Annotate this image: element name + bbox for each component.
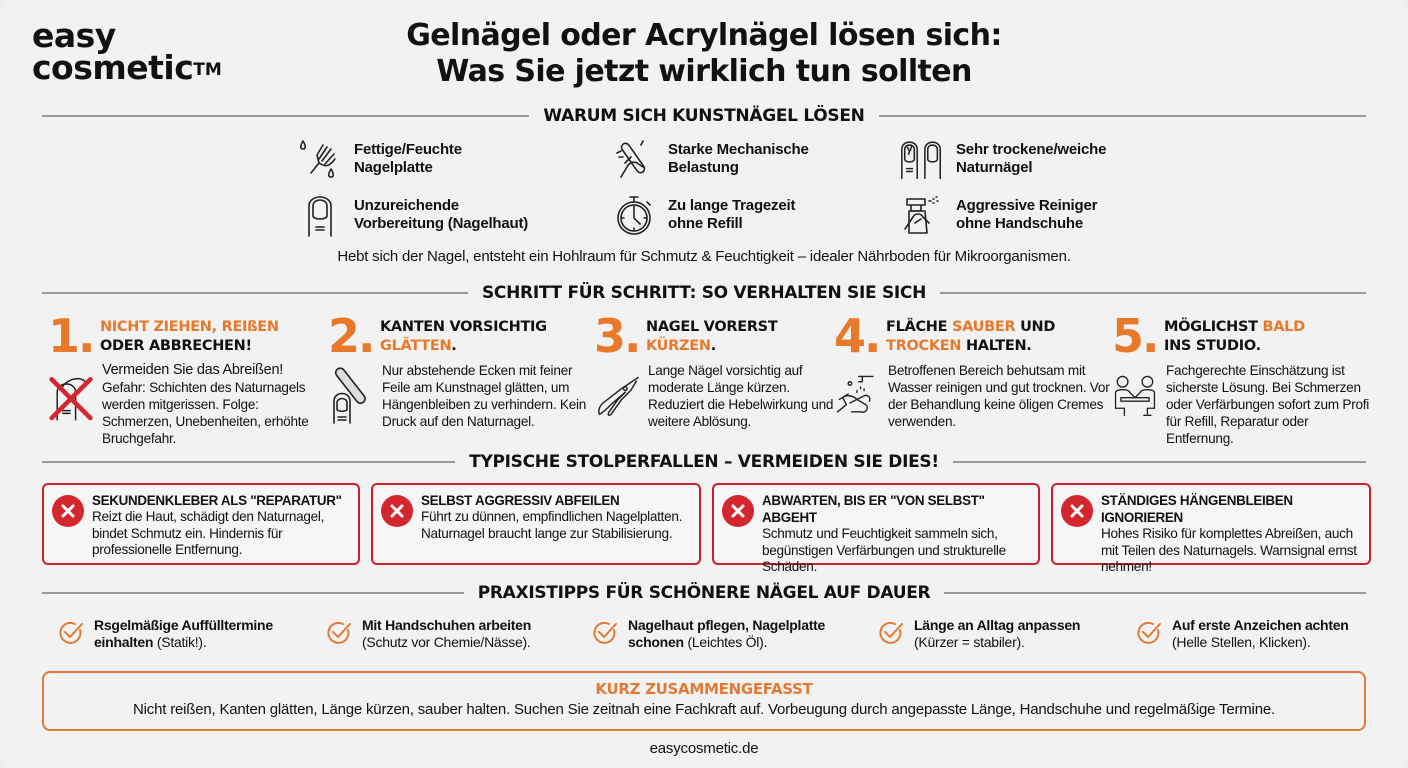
pitfall-text: Führt zu dünnen, empfindlichen Nagelplatten. Naturnagel braucht lange zur Stabilisierung. (421, 509, 683, 541)
pitfalls-heading-label: TYPISCHE STOLPERFALLEN – VERMEIDEN SIE DIES! (469, 452, 939, 472)
causes-section-heading (42, 106, 1366, 126)
step-item (48, 309, 328, 447)
cause-line2: ohne Refill (668, 215, 743, 232)
tips-list (58, 617, 1378, 651)
cause-line1: Aggressive Reiniger (956, 197, 1098, 214)
no-pulling-icon (48, 362, 94, 428)
tips-heading-label: PRAXISTIPPS FÜR SCHÖNERE NÄGEL AUF DAUER (477, 583, 931, 603)
brand-name-line1: easy (32, 16, 116, 55)
pitfall-title: SEKUNDENKLEBER ALS "REPARATUR" (92, 493, 342, 508)
tip-item: Rsgelmäßige Auffülltermine einhalten (Statik!). (58, 617, 326, 651)
x-circle-icon (381, 495, 413, 527)
cause-line1: Starke Mechanische (668, 141, 809, 158)
finger-nail-icon (296, 192, 344, 238)
cause-line1: Fettige/Feuchte (354, 141, 462, 158)
divider-line (944, 592, 1366, 594)
cause-item (610, 136, 898, 182)
cause-item (898, 192, 1136, 238)
check-circle-icon (592, 620, 618, 646)
step-number: 2. (328, 309, 374, 363)
step-item (834, 309, 1112, 447)
cause-line2: Vorbereitung (Nagelhaut) (354, 215, 529, 232)
divider-line (42, 461, 455, 463)
step-number: 3. (594, 309, 640, 363)
check-circle-icon (58, 620, 84, 646)
divider-line (42, 592, 464, 594)
cause-item (296, 192, 610, 238)
check-circle-icon (878, 620, 904, 646)
steps-section-heading (42, 283, 1366, 303)
pitfall-title: ABWARTEN, BIS ER "VON SELBST" ABGEHT (762, 493, 985, 525)
pitfall-title: STÄNDIGES HÄNGENBLEIBEN IGNORIEREN (1101, 493, 1293, 525)
nail-file-icon (328, 362, 374, 428)
pitfall-title: SELBST AGGRESSIV ABFEILEN (421, 493, 620, 508)
step-number: 5. (1112, 309, 1158, 363)
cause-item (296, 136, 610, 182)
pitfall-card (1051, 483, 1371, 574)
step-item (594, 309, 834, 447)
causes-heading-label: WARUM SICH KUNSTNÄGEL LÖSEN (543, 106, 865, 126)
cause-item (610, 192, 898, 238)
wet-hand-icon (296, 136, 344, 182)
stopwatch-icon (610, 192, 658, 238)
step-title: NAGEL VORERST KÜRZEN. (646, 319, 778, 354)
summary-title: KURZ ZUSAMMENGEFASST (595, 680, 813, 698)
step-text: Betroffenen Bereich behutsam mit Wasser reinigen und gut trocknen. Vor der Behandlung keine öligen Cremes verwenden. (888, 363, 1110, 429)
page-title (300, 18, 1108, 90)
step-text: Fachgerechte Einschätzung ist sicherste Lösung. Bei Schmerzen oder Verfärbungen sofort zum Profi für Refill, Reparatur oder Entfernung. (1166, 363, 1370, 446)
steps-list (48, 309, 1378, 447)
step-title: KANTEN VORSICHTIG GLÄTTEN. (380, 319, 547, 354)
nail-clipper-icon (594, 362, 640, 428)
cause-line1: Zu lange Tragezeit (668, 197, 796, 214)
title-line2: Was Sie jetzt wirklich tun sollten (436, 54, 972, 89)
pitfalls-section-heading (42, 452, 1366, 472)
cause-line1: Unzureichende (354, 197, 459, 214)
divider-line (42, 292, 468, 294)
step-number: 1. (48, 309, 94, 363)
title-line1: Gelnägel oder Acrylnägel lösen sich: (406, 18, 1002, 53)
tip-item: Mit Handschuhen arbeiten (Schutz vor Chemie/Nässe). (326, 617, 592, 651)
x-circle-icon (722, 495, 754, 527)
check-circle-icon (1136, 620, 1162, 646)
trademark-symbol: TM (193, 60, 222, 80)
pitfall-text: Hohes Risiko für komplettes Abreißen, auch mit Teilen des Naturnagels. Warnsignal ernst nehmen! (1101, 526, 1357, 574)
step-title: FLÄCHE SAUBER UND TROCKEN HALTEN. (886, 319, 1056, 354)
pitfall-card (712, 483, 1040, 574)
step-item (1112, 309, 1378, 447)
brand-logo (32, 16, 222, 87)
causes-note: Hebt sich der Nagel, entsteht ein Hohlraum für Schmutz & Feuchtigkeit – idealer Nährboden für Mikroorganismen. (337, 248, 1071, 265)
nail-studio-icon (1112, 362, 1158, 428)
pitfalls-list (42, 483, 1368, 574)
step-text: Vermeiden Sie das Abreißen! Gefahr: Schichten des Naturnagels werden mitgerissen. Folge: Schmerzen, Unebenheiten, erhöhte Bruchgefahr. (102, 362, 309, 446)
check-circle-icon (326, 620, 352, 646)
footer-website[interactable]: easycosmetic.de (649, 740, 759, 757)
cause-line2: Belastung (668, 159, 739, 176)
summary-box (42, 671, 1366, 731)
x-circle-icon (1061, 495, 1093, 527)
pitfall-text: Schmutz und Feuchtigkeit sammeln sich, begünstigen Verfärbungen und strukturelle Schäden. (762, 526, 1006, 574)
cause-item (898, 136, 1136, 182)
pitfall-text: Reizt die Haut, schädigt den Naturnagel, bindet Schmutz ein. Hindernis für professionelle Entfernung. (92, 509, 325, 557)
cause-line2: ohne Handschuhe (956, 215, 1084, 232)
steps-heading-label: SCHRITT FÜR SCHRITT: SO VERHALTEN SIE SICH (481, 283, 927, 303)
step-title: NICHT ZIEHEN, REIßEN ODER ABBRECHEN! (100, 319, 279, 354)
divider-line (879, 115, 1366, 117)
spray-bottle-icon (898, 192, 946, 238)
step-item (328, 309, 594, 447)
divider-line (953, 461, 1366, 463)
pitfall-card (42, 483, 360, 565)
cause-line1: Sehr trockene/weiche (956, 141, 1107, 158)
x-circle-icon (52, 495, 84, 527)
tips-section-heading (42, 583, 1366, 603)
pitfall-card (371, 483, 701, 565)
brand-name-line2: cosmetic (32, 48, 194, 87)
step-number: 4. (834, 309, 880, 363)
tip-item: Auf erste Anzeichen achten (Helle Stellen, Klicken). (1136, 617, 1376, 651)
cause-line2: Naturnägel (956, 159, 1033, 176)
step-title: MÖGLICHST BALD INS STUDIO. (1164, 319, 1305, 354)
step-text: Nur abstehende Ecken mit feiner Feile am Kunstnagel glätten, um Hängenbleiben zu verhindern. Kein Druck auf den Naturnagel. (382, 363, 587, 429)
cause-line2: Nagelplatte (354, 159, 433, 176)
washing-hands-icon (834, 362, 880, 428)
step-text: Lange Nägel vorsichtig auf moderate Länge kürzen. Reduziert die Hebelwirkung und weitere Ablösung. (648, 363, 834, 429)
hand-file-icon (610, 136, 658, 182)
divider-line (940, 292, 1366, 294)
dry-nails-icon (898, 136, 946, 182)
tip-item: Nagelhaut pflegen, Nagelplatte schonen (Leichtes Öl). (592, 617, 878, 651)
summary-text: Nicht reißen, Kanten glätten, Länge kürzen, sauber halten. Suchen Sie zeitnah eine Fachkraft auf. Vorbeugung durch angepasste Länge, Handschuhe und regelmäßige Termine. (133, 701, 1275, 718)
causes-grid (296, 136, 1136, 238)
tip-item: Länge an Alltag anpassen (Kürzer = stabiler). (878, 617, 1136, 651)
divider-line (42, 115, 529, 117)
